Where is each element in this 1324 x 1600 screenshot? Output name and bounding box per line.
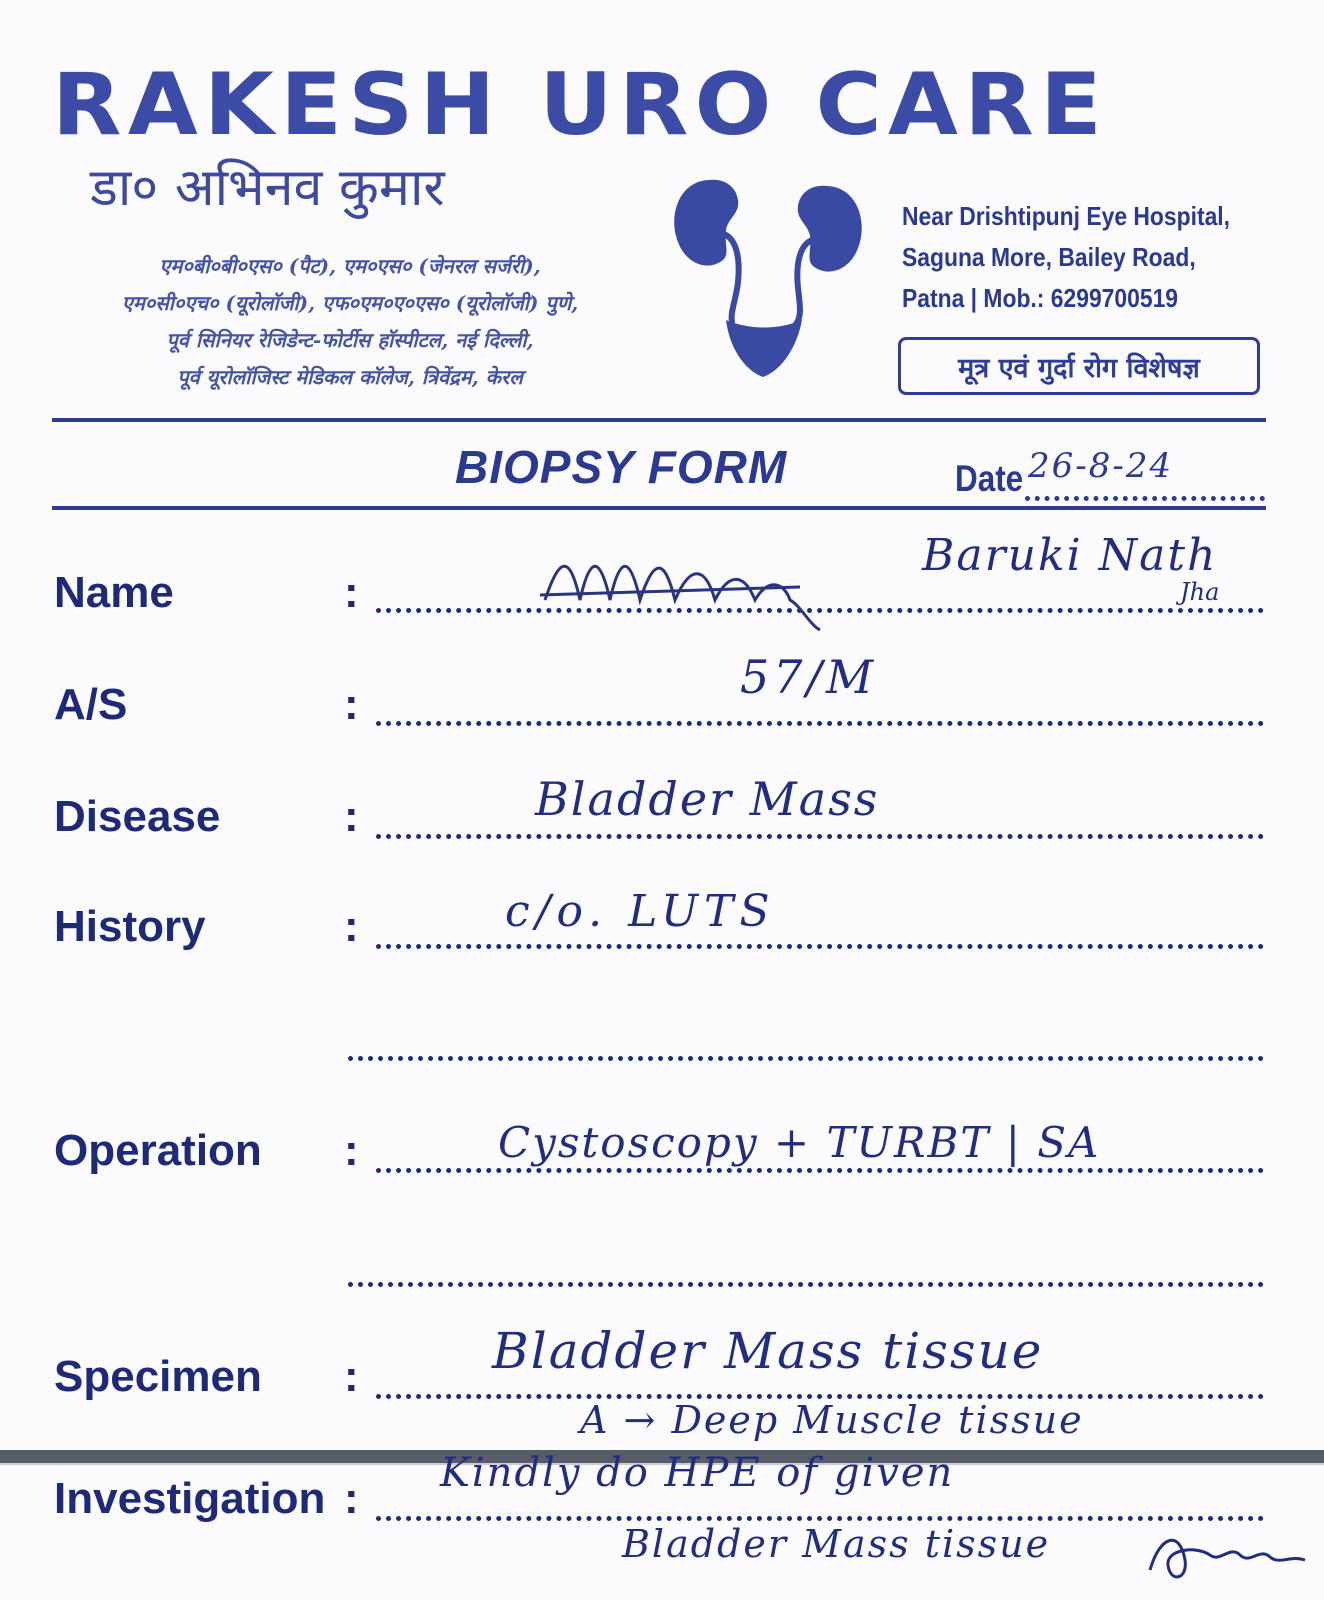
operation-label: Operation bbox=[54, 1126, 262, 1175]
investigation-value: Kindly do HPE of given bbox=[440, 1450, 955, 1496]
history-line bbox=[376, 944, 1264, 949]
specimen-value: Bladder Mass tissue bbox=[492, 1322, 1044, 1380]
specialist-tag: मूत्र एवं गुर्दा रोग विशेषज्ञ bbox=[898, 337, 1260, 395]
age-sex-label: A/S bbox=[54, 680, 128, 729]
history-label: History bbox=[54, 902, 206, 951]
disease-value: Bladder Mass bbox=[535, 772, 880, 826]
name-colon: : bbox=[344, 568, 359, 617]
investigation-colon: : bbox=[344, 1474, 359, 1523]
history-value: c/o. LUTS bbox=[505, 886, 776, 937]
age-sex-value: 57/M bbox=[740, 650, 878, 704]
qualification-line: पूर्व सिनियर रेजिडेन्ट-फोर्टीस हॉस्पीटल, नई दिल्ली, bbox=[166, 328, 534, 352]
age-sex-colon: : bbox=[344, 680, 359, 729]
investigation-line bbox=[376, 1516, 1264, 1521]
doctor-signature bbox=[1140, 1525, 1320, 1585]
qualification-line: पूर्व यूरोलॉजिस्ट मेडिकल कॉलेज, त्रिवेंद्रम, केरल bbox=[177, 365, 523, 389]
top-divider bbox=[52, 418, 1266, 422]
kidney-bladder-icon bbox=[668, 172, 868, 384]
scribble-mark bbox=[540, 545, 860, 635]
date-label: Date bbox=[955, 458, 1024, 499]
history-line-2 bbox=[348, 1056, 1264, 1061]
qualification-line: एम०बी०बी०एस० (पैट), एम०एस० (जेनरल सर्जरी), bbox=[159, 254, 541, 278]
name-value: Baruki Nath bbox=[922, 530, 1218, 581]
clinic-name: RAKESH URO CARE bbox=[52, 55, 1109, 155]
disease-label: Disease bbox=[54, 792, 221, 841]
disease-colon: : bbox=[344, 792, 359, 841]
specimen-colon: : bbox=[344, 1352, 359, 1401]
specimen-label: Specimen bbox=[54, 1352, 262, 1401]
age-sex-line bbox=[376, 721, 1264, 726]
operation-line-2 bbox=[348, 1282, 1264, 1287]
date-line bbox=[1025, 496, 1265, 501]
history-colon: : bbox=[344, 902, 359, 951]
clinic-address bbox=[902, 196, 1282, 319]
specimen-value-line2: A → Deep Muscle tissue bbox=[580, 1398, 1084, 1442]
address-line: Near Drishtipunj Eye Hospital, bbox=[902, 201, 1231, 231]
address-line: Patna | Mob.: 6299700519 bbox=[902, 283, 1179, 313]
address-line: Saguna More, Bailey Road, bbox=[902, 242, 1196, 272]
doctor-name: डा० अभिनव कुमार bbox=[90, 158, 445, 218]
disease-line bbox=[376, 834, 1264, 839]
name-label: Name bbox=[54, 568, 174, 617]
qualification-line: एम०सी०एच० (यूरोलॉजी), एफ०एम०ए०एस० (यूरोलॉजी) पुणे, bbox=[121, 291, 579, 315]
form-title: BIOPSY FORM bbox=[455, 441, 788, 493]
investigation-value-line2: Bladder Mass tissue bbox=[622, 1522, 1051, 1566]
date-value: 26-8-24 bbox=[1028, 446, 1174, 486]
name-value-line2: Jha bbox=[1180, 578, 1220, 606]
investigation-label: Investigation bbox=[54, 1474, 326, 1523]
operation-colon: : bbox=[344, 1126, 359, 1175]
bottom-divider bbox=[52, 506, 1266, 510]
operation-line bbox=[376, 1168, 1264, 1173]
doctor-qualifications bbox=[40, 248, 660, 396]
operation-value: Cystoscopy + TURBT | SA bbox=[498, 1118, 1101, 1167]
